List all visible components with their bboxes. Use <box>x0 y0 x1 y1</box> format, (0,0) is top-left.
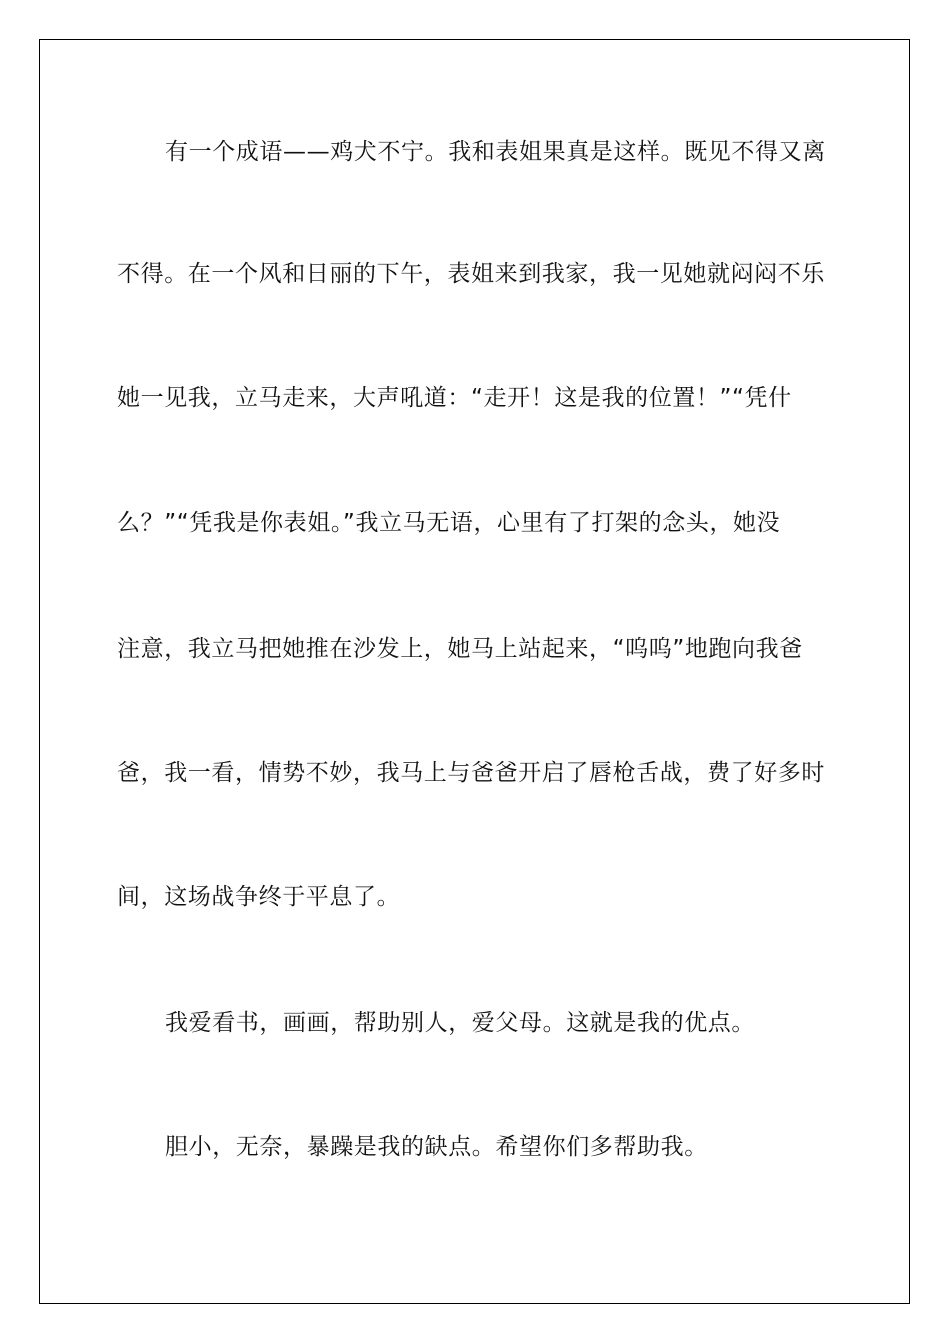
paragraph-1-line-3: 她一见我，立马走来，大声吼道：“走开！这是我的位置！”“凭什 <box>117 385 792 411</box>
paragraph-1-line-6: 爸，我一看，情势不妙，我马上与爸爸开启了唇枪舌战，费了好多时 <box>117 760 825 786</box>
paragraph-1-line-2: 不得。在一个风和日丽的下午，表姐来到我家，我一见她就闷闷不乐 <box>117 261 825 287</box>
paragraph-3: 胆小，无奈，暴躁是我的缺点。希望你们多帮助我。 <box>165 1134 708 1160</box>
paragraph-1-line-5: 注意，我立马把她推在沙发上，她马上站起来，“呜呜”地跑向我爸 <box>117 636 803 662</box>
paragraph-1-line-4: 么？”“凭我是你表姐。”我立马无语，心里有了打架的念头，她没 <box>117 510 781 536</box>
paragraph-2: 我爱看书，画画，帮助别人，爱父母。这就是我的优点。 <box>165 1010 755 1036</box>
paragraph-1-line-1: 有一个成语——鸡犬不宁。我和表姐果真是这样。既见不得又离 <box>165 139 826 165</box>
page-border <box>39 39 910 1304</box>
paragraph-1-line-7: 间，这场战争终于平息了。 <box>117 884 401 910</box>
